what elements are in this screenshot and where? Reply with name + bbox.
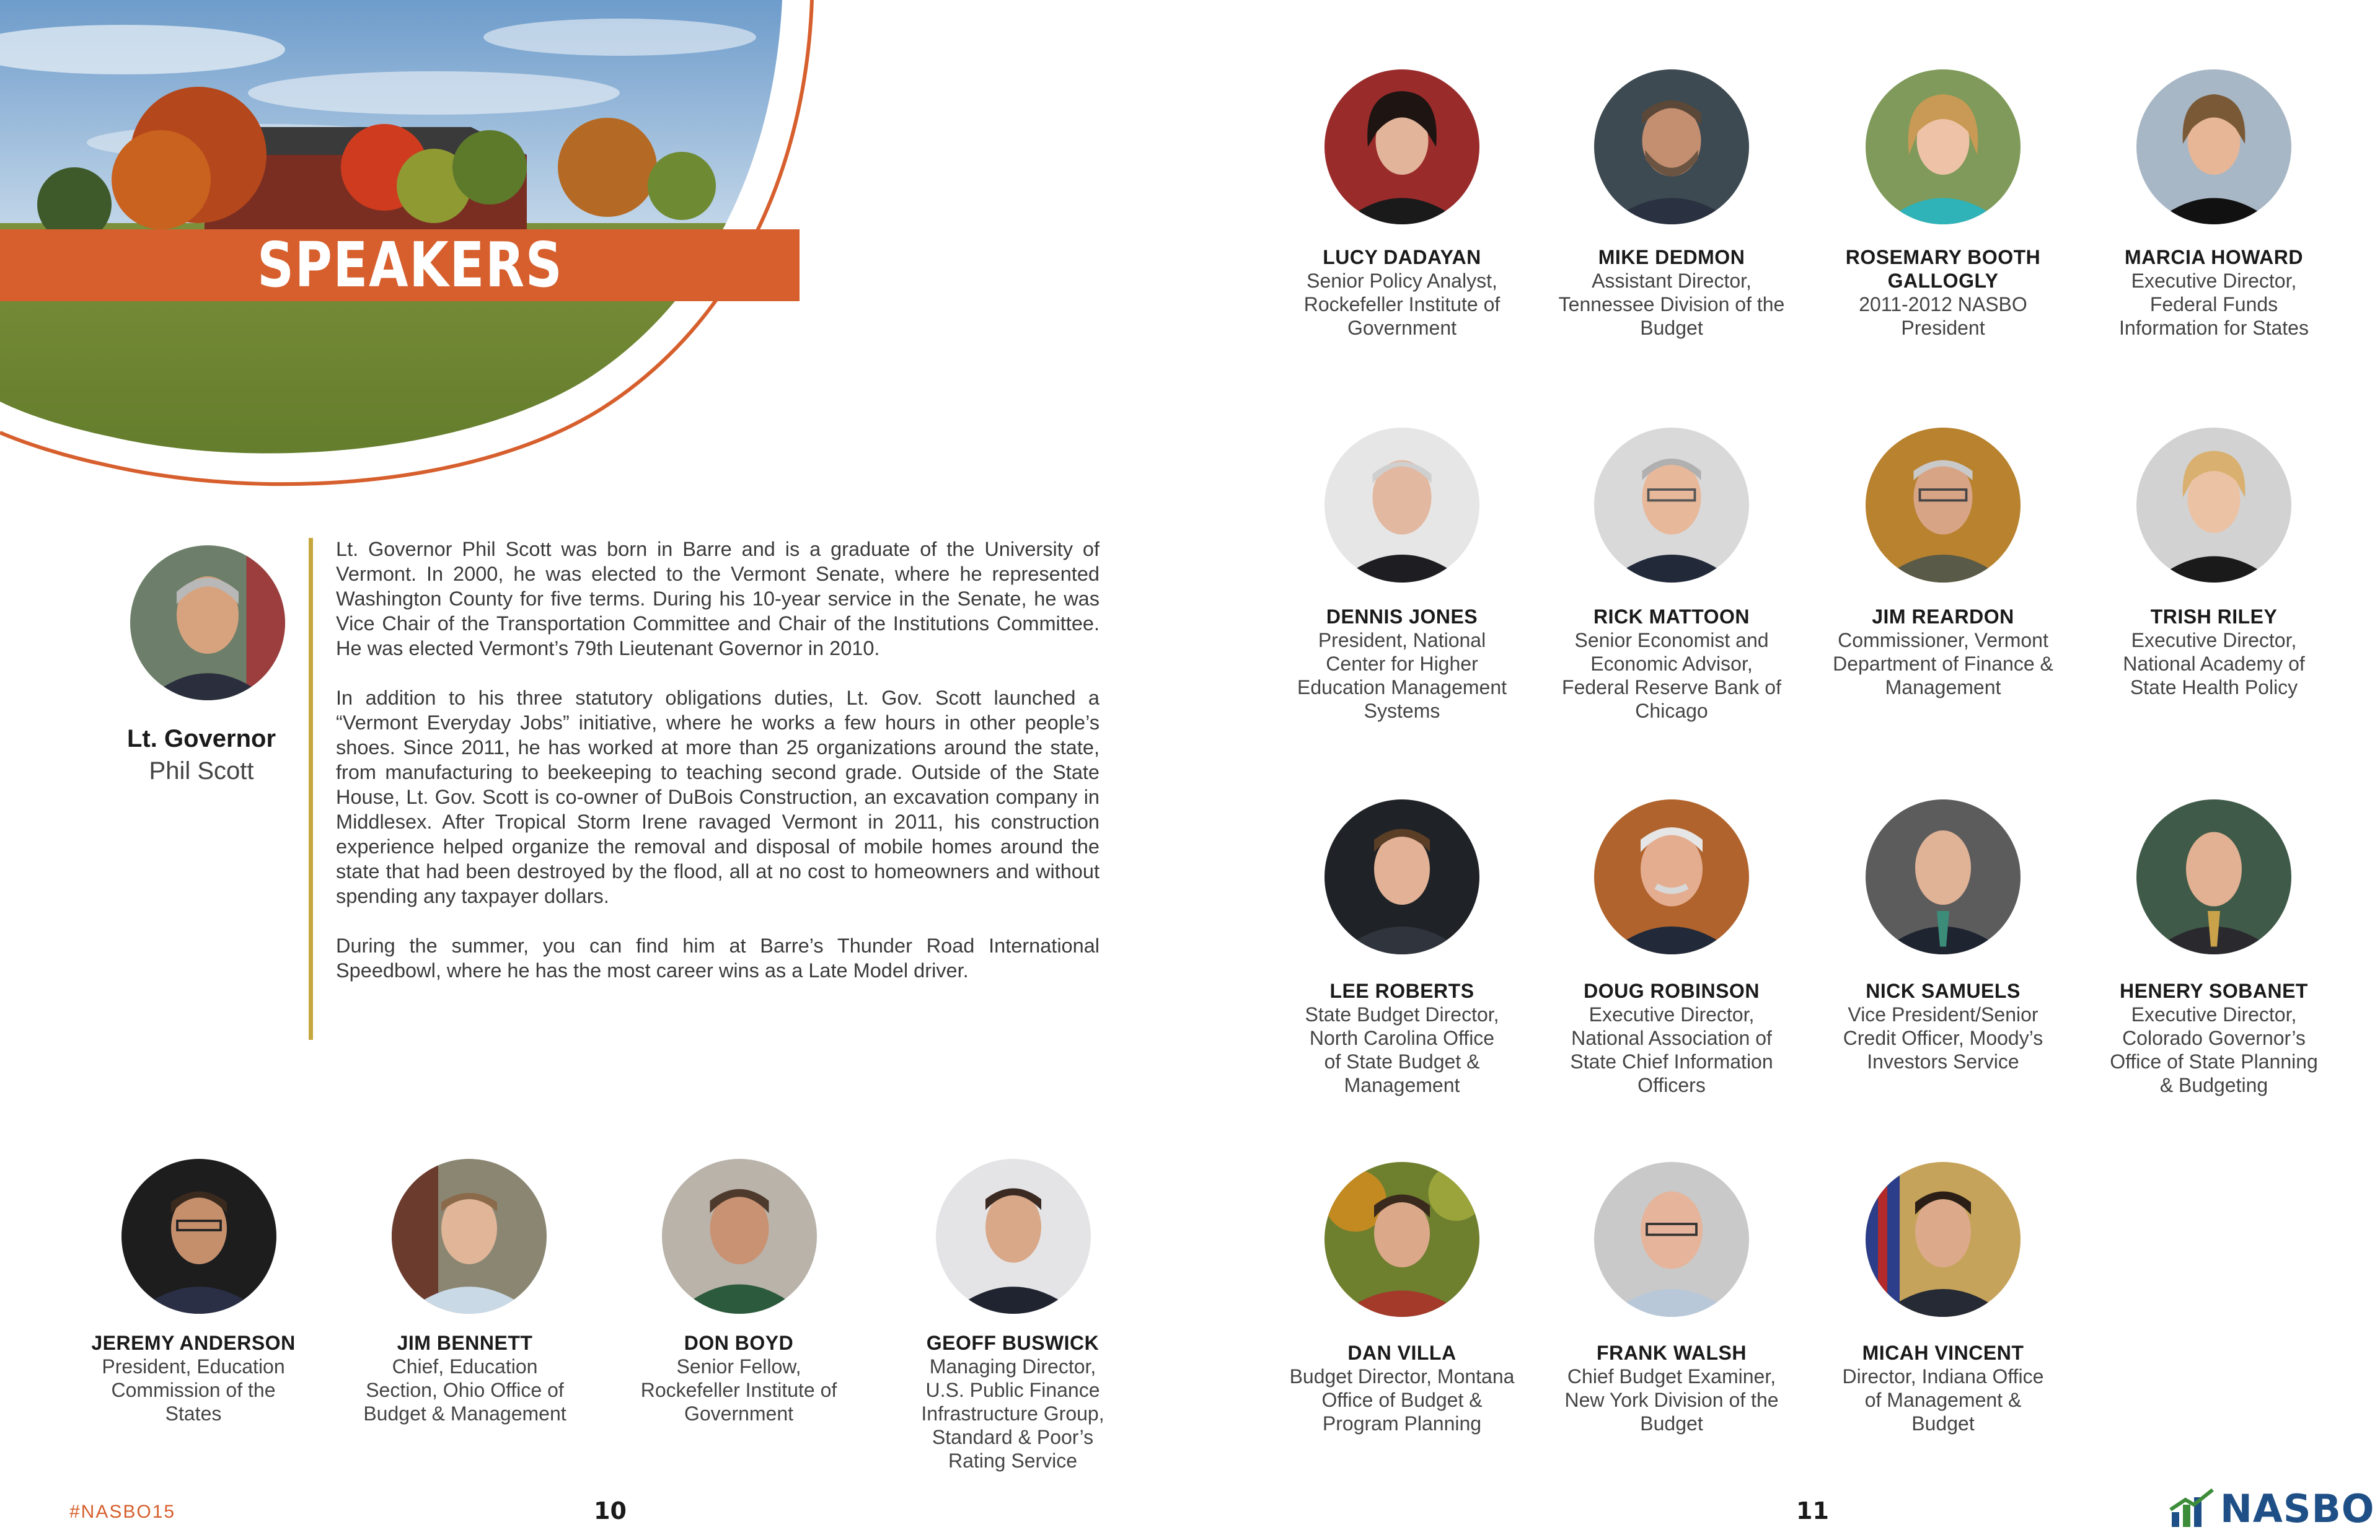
speaker-title: of State Budget & <box>1324 1050 1480 1073</box>
speaker-card <box>63 1331 324 1425</box>
portrait-dennis-jones <box>1324 428 1479 583</box>
speaker-title: Chief, Education <box>392 1355 538 1378</box>
speaker-title: Budget <box>1911 1412 1975 1435</box>
speaker-name: DENNIS JONES <box>1326 605 1478 628</box>
speaker-card <box>1541 979 1802 1097</box>
speaker-title: Rating Service <box>948 1450 1078 1472</box>
page-number-right: 11 <box>1796 1497 1829 1525</box>
bio-paragraph: Lt. Governor Phil Scott was born in Barre and is a graduate of the University of Vermont. In 2000, he was elected to the Vermont Senate, where he represented Washington County for five terms. During his 10-year service in the Senate, he was Vice Chair of the Transportation Committee and Chair of the Institutions Committee. He was elected Vermont’s 79th Lieutenant Governor in 2010. <box>336 538 1100 659</box>
speaker-title: Investors Service <box>1867 1050 2019 1073</box>
speaker-title: U.S. Public Finance <box>925 1379 1100 1401</box>
speaker-title: Vice President/Senior <box>1848 1003 2038 1026</box>
speaker-card <box>2084 979 2344 1097</box>
speaker-card <box>335 1331 595 1425</box>
speaker-title: Budget & Management <box>363 1402 566 1425</box>
portrait-mike-dedmon <box>1594 69 1749 224</box>
bio-paragraph: During the summer, you can find him at Barre’s Thunder Road International Speedbowl, where he has the most career wins as a Late Model driver. <box>336 935 1100 982</box>
speaker-title: Management <box>1344 1074 1460 1096</box>
portrait-marcia-howard <box>2136 69 2291 224</box>
speaker-title: Department of Finance & <box>1833 653 2053 675</box>
portrait-henery-sobanet <box>2136 799 2291 954</box>
speaker-title: & Budgeting <box>2159 1074 2268 1096</box>
speaker-title: National Academy of <box>2123 653 2305 675</box>
speaker-card <box>1813 979 2073 1073</box>
nasbo-logo-text: NASBO <box>2220 1486 2375 1531</box>
speaker-title: State Chief Information <box>1570 1050 1773 1073</box>
speaker-name: FRANK WALSH <box>1597 1342 1747 1364</box>
speaker-title: Chicago <box>1635 700 1708 722</box>
speaker-card <box>2084 605 2344 699</box>
portrait-geoff-buswick <box>936 1159 1091 1314</box>
speaker-card <box>1272 1341 1532 1435</box>
speaker-title: Government <box>1347 317 1457 339</box>
speaker-title: Budget Director, Montana <box>1289 1365 1515 1388</box>
speaker-title: Officers <box>1637 1074 1706 1096</box>
speaker-title: North Carolina Office <box>1309 1027 1495 1049</box>
speaker-name: DOUG ROBINSON <box>1584 980 1760 1002</box>
speaker-title: Education Management <box>1297 676 1507 698</box>
page-number-left: 10 <box>594 1497 627 1525</box>
speaker-title: Government <box>684 1402 794 1425</box>
speaker-title: Commission of the <box>111 1379 276 1401</box>
speaker-title: Economic Advisor, <box>1590 653 1753 675</box>
speaker-title: Center for Higher <box>1326 653 1478 675</box>
speaker-title: Program Planning <box>1322 1412 1482 1435</box>
speaker-title: Managing Director, <box>929 1355 1096 1378</box>
speaker-name: JIM BENNETT <box>397 1332 533 1354</box>
featured-role: Lt. Governor <box>126 725 276 752</box>
speaker-title: Information for States <box>2119 317 2309 339</box>
speaker-name: NICK SAMUELS <box>1866 980 2021 1002</box>
speaker-name: DAN VILLA <box>1347 1342 1457 1364</box>
bio-paragraph: In addition to his three statutory obligations duties, Lt. Gov. Scott launched a “Vermont Everyday Jobs” initiative, where he works a few hours in other people’s shoes. Since 2011, he has worked at more than 25 organizations around the state, from manufacturing to beekeeping to teaching second grade. Outside of the State House, Lt. Gov. Scott is co-owner of DuBois Construction, an excavation company in Middlesex. After Tropical Storm Irene ravaged Vermont in 2011, his construction experience helped organize the removal and disposal of mobile homes around the state that had been destroyed by the flood, all at no cost to homeowners and without spending any taxpayer dollars. <box>336 687 1100 907</box>
footer-hashtag: #NASBO15 <box>69 1502 176 1522</box>
speaker-title: Assistant Director, <box>1592 270 1752 292</box>
speaker-title: Office of Budget & <box>1321 1389 1483 1411</box>
portrait-doug-robinson <box>1594 799 1749 954</box>
speaker-name: MIKE DEDMON <box>1598 246 1745 268</box>
speaker-card <box>1272 605 1532 723</box>
speaker-title: Chief Budget Examiner, <box>1567 1365 1776 1388</box>
speaker-title: States <box>165 1402 222 1425</box>
speaker-title: President, Education <box>102 1355 285 1378</box>
speaker-card <box>883 1331 1143 1472</box>
speaker-title: Commissioner, Vermont <box>1838 629 2048 651</box>
speaker-title: State Health Policy <box>2130 676 2298 698</box>
speaker-title: Senior Policy Analyst, <box>1307 270 1497 292</box>
portrait-micah-vincent <box>1866 1162 2021 1317</box>
speaker-title: Standard & Poor’s <box>932 1426 1094 1448</box>
speaker-title: Executive Director, <box>2131 1003 2297 1026</box>
portrait-nick-samuels <box>1866 799 2021 954</box>
portrait-lucy-dadayan <box>1324 69 1479 224</box>
speaker-name: ROSEMARY BOOTH <box>1845 246 2041 268</box>
speaker-title: Federal Reserve Bank of <box>1562 676 1781 698</box>
speaker-title: of Management & <box>1864 1389 2022 1411</box>
featured-name: Phil Scott <box>149 757 254 785</box>
speaker-title: Executive Director, <box>2131 629 2297 651</box>
speaker-name: JIM REARDON <box>1872 605 2014 628</box>
speaker-title: Senior Economist and <box>1574 629 1769 651</box>
portrait-don-boyd <box>662 1159 817 1314</box>
speaker-title: Federal Funds <box>2149 293 2278 315</box>
speaker-card <box>1541 1341 1802 1435</box>
bio-rule <box>309 538 313 1040</box>
speaker-name: DON BOYD <box>684 1332 794 1354</box>
portrait-frank-walsh <box>1594 1162 1749 1317</box>
speaker-name: MARCIA HOWARD <box>2125 246 2303 268</box>
speaker-card <box>2084 245 2344 340</box>
page-title: SPEAKERS <box>257 229 563 301</box>
speaker-card <box>1541 605 1802 723</box>
speaker-card <box>1813 1341 2073 1435</box>
speaker-title: Tennessee Division of the <box>1558 293 1785 315</box>
speaker-title: President <box>1901 317 1985 339</box>
speaker-title: Director, Indiana Office <box>1842 1365 2044 1388</box>
portrait-jim-bennett <box>392 1159 547 1314</box>
nasbo-logo-icon <box>2169 1487 2216 1529</box>
speaker-title: Section, Ohio Office of <box>366 1379 564 1401</box>
speaker-name: LUCY DADAYAN <box>1323 246 1481 268</box>
portrait-dan-villa <box>1324 1162 1479 1317</box>
featured-bio <box>336 537 1100 1008</box>
portrait-phil-scott <box>130 545 285 700</box>
speaker-name: HENERY SOBANET <box>2120 980 2308 1002</box>
speaker-name: TRISH RILEY <box>2150 605 2278 628</box>
speaker-title: Colorado Governor’s <box>2122 1027 2306 1049</box>
speaker-title: Office of State Planning <box>2110 1050 2318 1073</box>
speaker-card <box>1813 245 2073 340</box>
portrait-jim-reardon <box>1866 428 2021 583</box>
portrait-trish-riley <box>2136 428 2291 583</box>
speaker-card <box>609 1331 869 1425</box>
speaker-title: Rockefeller Institute of <box>1303 293 1501 315</box>
speaker-card <box>1272 245 1532 340</box>
speaker-title: 2011-2012 NASBO <box>1859 293 2027 315</box>
speaker-name: LEE ROBERTS <box>1329 980 1474 1002</box>
speaker-name: GEOFF BUSWICK <box>926 1332 1100 1354</box>
speaker-title: Executive Director, <box>1589 1003 1755 1026</box>
portrait-jeremy-anderson <box>121 1159 276 1314</box>
speaker-title: Infrastructure Group, <box>921 1402 1104 1425</box>
speaker-name: JEREMY ANDERSON <box>91 1332 296 1354</box>
portrait-rosemary-booth-gallogly <box>1866 69 2021 224</box>
speaker-name: RICK MATTOON <box>1593 605 1750 628</box>
speaker-title: Executive Director, <box>2131 270 2297 292</box>
speaker-card <box>1541 245 1802 340</box>
speaker-title: Senior Fellow, <box>676 1355 801 1378</box>
speaker-title: Management <box>1885 676 2001 698</box>
speaker-title: Budget <box>1640 1412 1703 1435</box>
speaker-title: Rockefeller Institute of <box>640 1379 837 1401</box>
speaker-card <box>1272 979 1532 1097</box>
speaker-title: Credit Officer, Moody’s <box>1843 1027 2043 1049</box>
speaker-card <box>1813 605 2073 699</box>
speaker-name: MICAH VINCENT <box>1862 1342 2024 1364</box>
speaker-title: President, National <box>1318 629 1486 651</box>
speaker-title: New York Division of the <box>1564 1389 1779 1411</box>
speaker-title: National Association of <box>1571 1027 1772 1049</box>
speaker-title: Budget <box>1640 317 1703 339</box>
portrait-lee-roberts <box>1324 799 1479 954</box>
speaker-title: Systems <box>1364 700 1440 722</box>
portrait-rick-mattoon <box>1594 428 1749 583</box>
speaker-title: State Budget Director, <box>1305 1003 1499 1026</box>
speaker-name: GALLOGLY <box>1887 270 1999 292</box>
